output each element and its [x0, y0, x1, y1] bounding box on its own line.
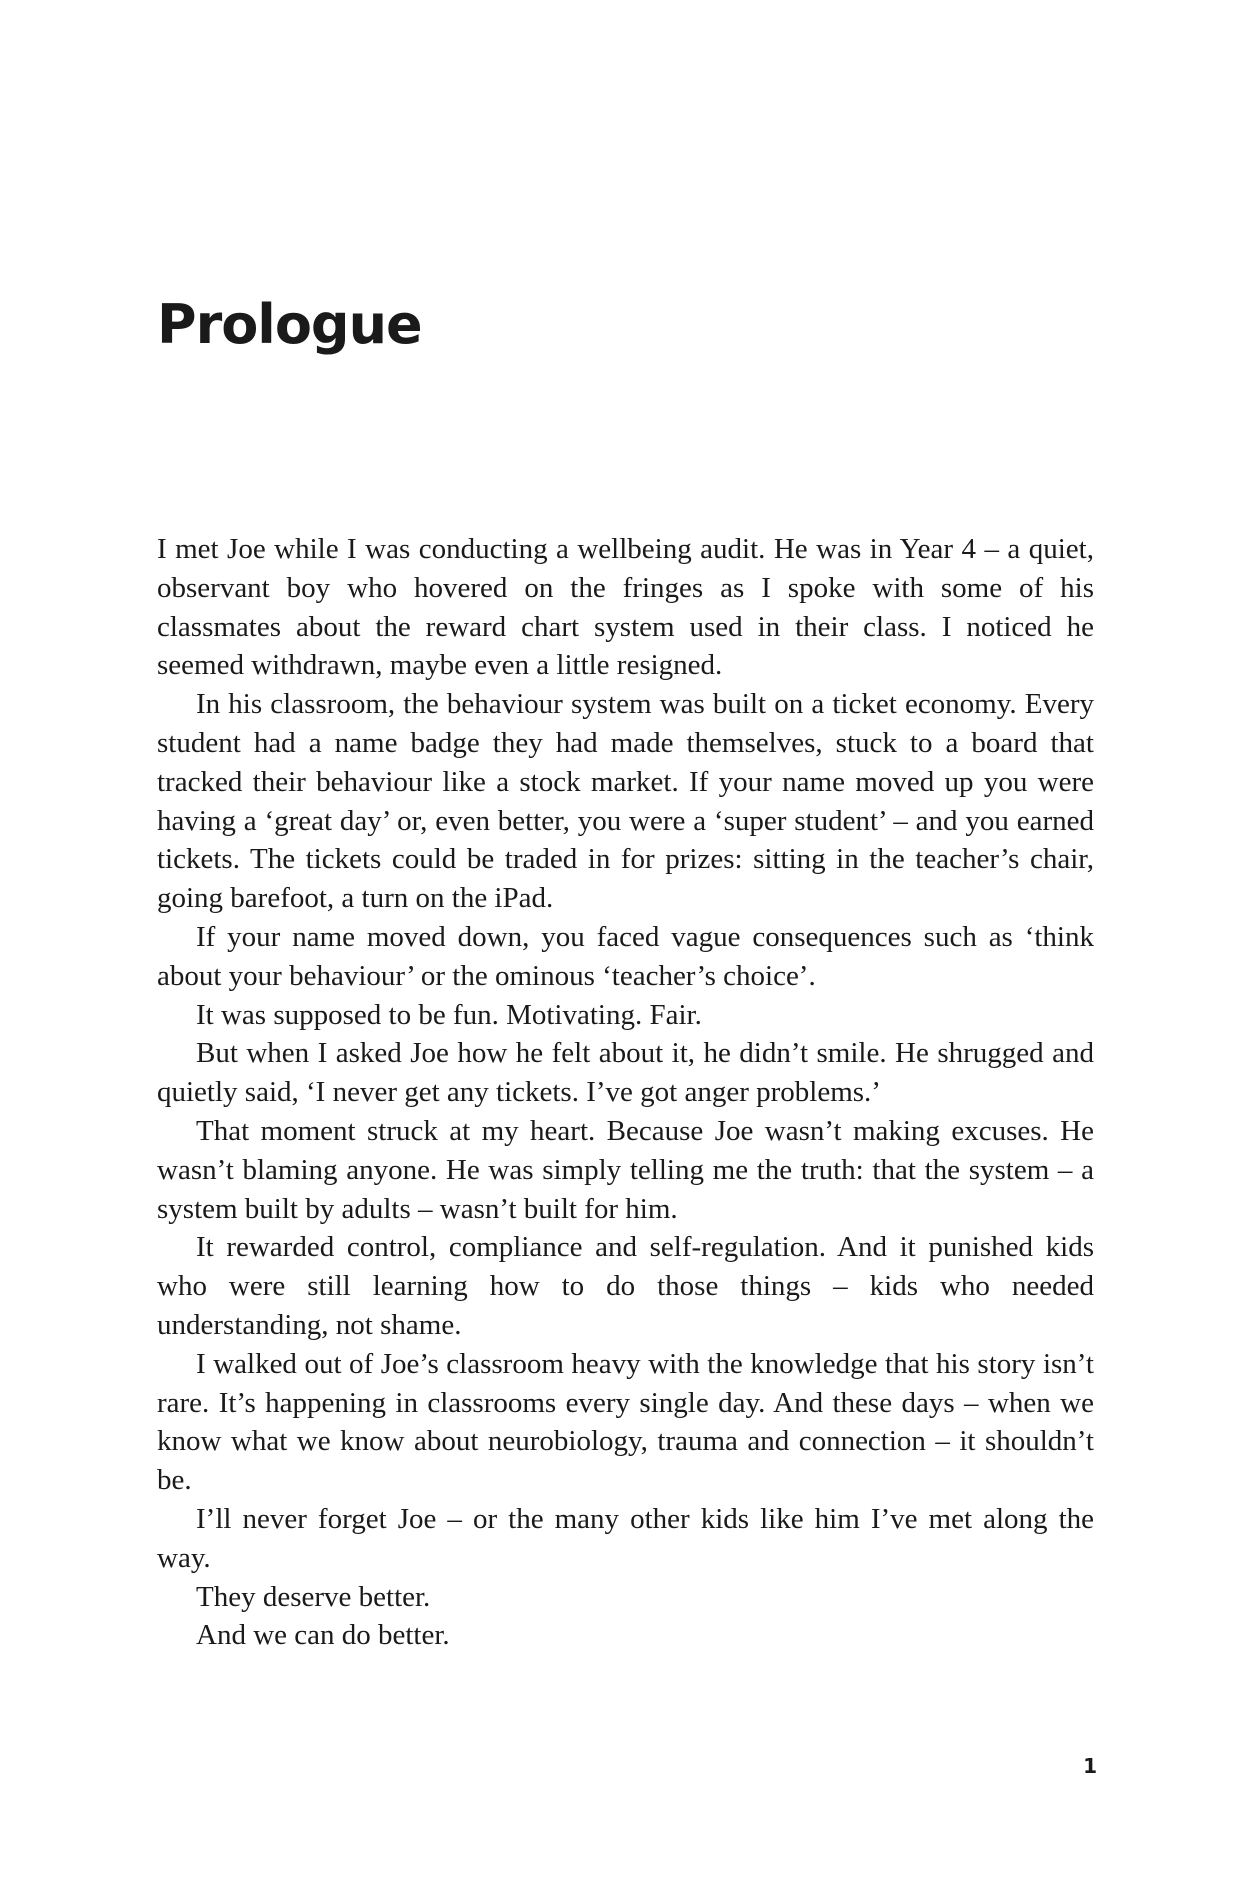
prologue-body [157, 530, 1094, 1655]
paragraph: If your name moved down, you faced vague consequences such as ‘think about your behaviour’ or the ominous ‘teacher’s choice’. [157, 920, 1094, 992]
paragraph: I’ll never forget Joe – or the many other kids like him I’ve met along the way. [157, 1502, 1094, 1574]
page-number: 1 [1083, 1754, 1097, 1778]
paragraph: I walked out of Joe’s classroom heavy with the knowledge that his story isn’t rare. It’s happening in classrooms every single day. And these days – when we know what we know about neurobiology, trauma and connection – it shouldn’t be. [157, 1347, 1094, 1497]
paragraph: It rewarded control, compliance and self-regulation. And it punished kids who were still learning how to do those things – kids who needed understanding, not shame. [157, 1231, 1094, 1341]
paragraph: They deserve better. [196, 1580, 431, 1613]
paragraph: In his classroom, the behaviour system was built on a ticket economy. Every student had a name badge they had made themselves, stuck to a board that tracked their behaviour like a stock market. If your name moved up you were having a ‘great day’ or, even better, you were a ‘super student’ – and you earned tickets. The tickets could be traded in for prizes: sitting in the teacher’s chair, going barefoot, a turn on the iPad. [157, 688, 1094, 915]
paragraph: And we can do better. [196, 1619, 450, 1652]
paragraph: But when I asked Joe how he felt about it, he didn’t smile. He shrugged and quietly said, ‘I never get any tickets. I’ve got anger problems.’ [157, 1037, 1094, 1109]
chapter-title: Prologue [157, 293, 422, 356]
paragraph: I met Joe while I was conducting a wellbeing audit. He was in Year 4 – a quiet, observant boy who hovered on the fringes as I spoke with some of his classmates about the reward chart system used in their class. I noticed he seemed withdrawn, maybe even a little resigned. [157, 533, 1094, 682]
paragraph: It was supposed to be fun. Motivating. Fair. [196, 998, 702, 1031]
paragraph: That moment struck at my heart. Because Joe wasn’t making excuses. He wasn’t blaming anyone. He was simply telling me the truth: that the system – a system built by adults – wasn’t built for him. [157, 1114, 1094, 1225]
